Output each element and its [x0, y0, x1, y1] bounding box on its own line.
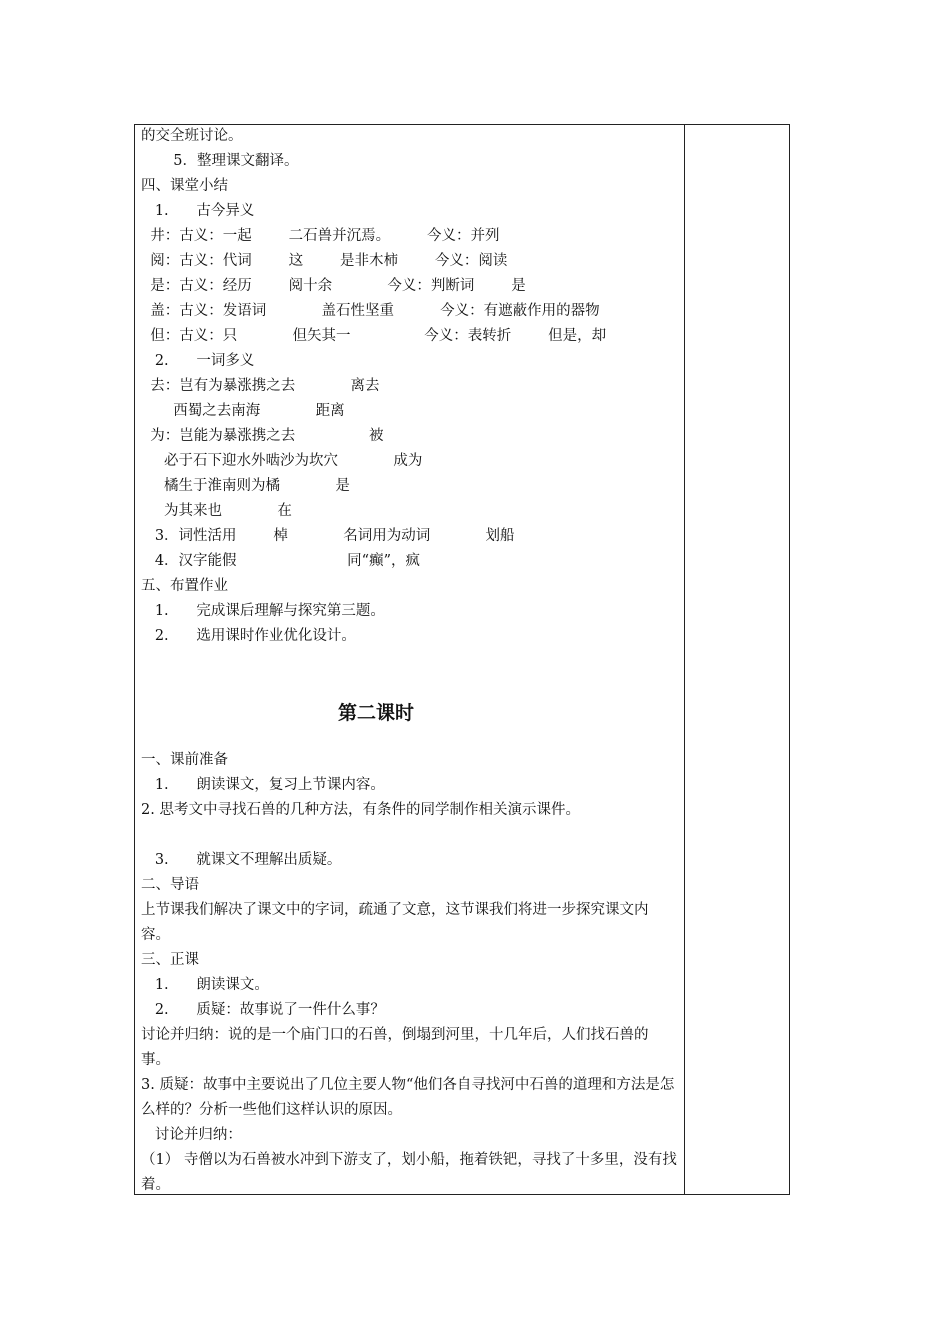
text-paragraph: （1） 寺僧以为石兽被水冲到下游支了，划小船，拖着铁钯，寻找了十多里，没有找着。: [141, 1152, 677, 1193]
text-line: 1. 朗读课文。: [141, 977, 269, 993]
text-line: 必于石下迎水外啮沙为坎穴 成为: [141, 453, 423, 469]
text-paragraph: 3. 质疑：故事中主要说出了几位主要人物“他们各自寻找河中石兽的道理和方法是怎么样的？分析一些他们这样认识的原因。: [141, 1077, 675, 1118]
text-line: 阅：古义：代词 这 是非木柿 今义：阅读: [141, 253, 508, 269]
section-heading: 二、导语: [141, 877, 199, 893]
text-line: 1. 完成课后理解与探究第三题。: [141, 603, 385, 619]
text-line: 为其来也 在: [141, 503, 292, 519]
text-line: 但：古义：只 但矢其一 今义：表转折 但是，却: [141, 328, 607, 344]
text-line: 井：古义：一起 二石兽并沉焉。 今义：并列: [141, 228, 500, 244]
text-line: 讨论并归纳：: [141, 1127, 242, 1143]
text-line: 的交全班讨论。: [141, 128, 243, 144]
text-line: 3．词性活用 棹 名词用为动词 划船: [141, 528, 515, 544]
text-paragraph: 2. 思考文中寻找石兽的几种方法，有条件的同学制作相关演示课件。: [141, 802, 580, 818]
text-line: 去：岂有为暴涨携之去 离去: [141, 378, 380, 394]
section-heading: 五、布置作业: [141, 578, 228, 594]
text-line: 2. 一词多义: [141, 353, 255, 369]
section-heading: 四、课堂小结: [141, 178, 228, 194]
table-column-divider: [684, 124, 685, 1195]
text-line: 盖：古义：发语词 盖石性坚重 今义：有遮蔽作用的器物: [141, 303, 600, 319]
section-heading: 一、课前准备: [141, 752, 228, 768]
text-paragraph: 上节课我们解决了课文中的字词，疏通了文意，这节课我们将进一步探究课文内容。: [141, 902, 649, 943]
text-line: 2. 选用课时作业优化设计。: [141, 628, 356, 644]
text-line: 1. 古今异义: [141, 203, 255, 219]
section-title: 第二课时: [337, 702, 414, 724]
text-line: 橘生于淮南则为橘 是: [141, 478, 350, 494]
text-line: 4．汉字能假 同“癫”，疯: [141, 553, 420, 569]
text-line: 为：岂能为暴涨携之去 被: [141, 428, 384, 444]
text-line: 3. 就课文不理解出质疑。: [141, 852, 342, 868]
section-heading: 三、正课: [141, 952, 199, 968]
text-line: 5．整理课文翻译。: [141, 153, 299, 169]
text-line: 是：古义：经历 阅十余 今义：判断词 是: [141, 278, 526, 294]
text-line: 2. 质疑：故事说了一件什么事？: [141, 1002, 385, 1018]
text-line: 西蜀之去南海 距离: [141, 403, 345, 419]
text-line: 1. 朗读课文，复习上节课内容。: [141, 777, 385, 793]
text-paragraph: 讨论并归纳：说的是一个庙门口的石兽，倒塌到河里，十几年后，人们找石兽的事。: [141, 1027, 649, 1068]
